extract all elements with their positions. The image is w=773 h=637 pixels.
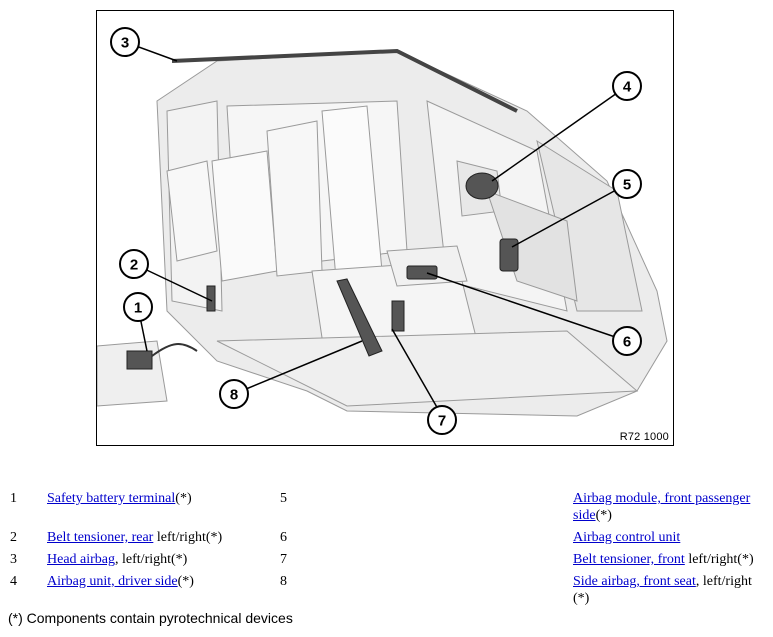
footnote: (*) Components contain pyrotechnical devices	[8, 610, 293, 626]
legend-row	[0, 529, 773, 546]
legend-row	[0, 551, 773, 568]
callout-4: 4	[622, 78, 632, 96]
legend-link-head-airbag[interactable]: Head airbag	[47, 552, 116, 567]
legend-number: 7	[280, 552, 287, 567]
figure-id: R72 1000	[619, 431, 669, 443]
legend-link-side-airbag-front-seat[interactable]: Side airbag, front seat	[573, 574, 696, 589]
legend-link-safety-battery-terminal[interactable]: Safety battery terminal	[47, 491, 176, 506]
legend-number: 2	[10, 530, 17, 545]
legend-number: 3	[10, 552, 17, 567]
legend-suffix: left/right(*)	[153, 530, 223, 545]
callout-2: 2	[129, 256, 139, 274]
callout-1: 1	[133, 299, 143, 317]
legend-row	[0, 490, 773, 526]
legend-link-belt-tensioner-front[interactable]: Belt tensioner, front	[573, 552, 685, 567]
callout-8: 8	[229, 386, 239, 404]
legend-link-airbag-control-unit[interactable]: Airbag control unit	[573, 530, 681, 545]
legend-number: 5	[280, 491, 287, 506]
callout-6: 6	[622, 333, 632, 351]
legend-suffix: left/right(*)	[684, 552, 754, 567]
legend-suffix: (*)	[595, 508, 612, 523]
legend-number: 6	[280, 530, 287, 545]
legend-suffix: (*)	[177, 574, 194, 589]
callout-7: 7	[437, 412, 447, 430]
legend-number: 4	[10, 574, 17, 589]
legend-suffix: , left/right (*)	[573, 574, 752, 606]
legend-link-airbag-module-passenger[interactable]: Airbag module, front passenger side	[573, 491, 751, 523]
legend-link-airbag-unit-driver[interactable]: Airbag unit, driver side	[47, 574, 178, 589]
car-interior-drawing	[97, 11, 674, 446]
legend-number: 8	[280, 574, 287, 589]
legend-suffix: , left/right(*)	[115, 552, 188, 567]
legend-row	[0, 573, 773, 609]
legend-suffix: (*)	[175, 491, 192, 506]
vehicle-airbag-diagram	[96, 10, 674, 446]
legend-link-belt-tensioner-rear[interactable]: Belt tensioner, rear	[47, 530, 154, 545]
callout-5: 5	[622, 176, 632, 194]
callout-3: 3	[120, 34, 130, 52]
legend-number: 1	[10, 491, 17, 506]
